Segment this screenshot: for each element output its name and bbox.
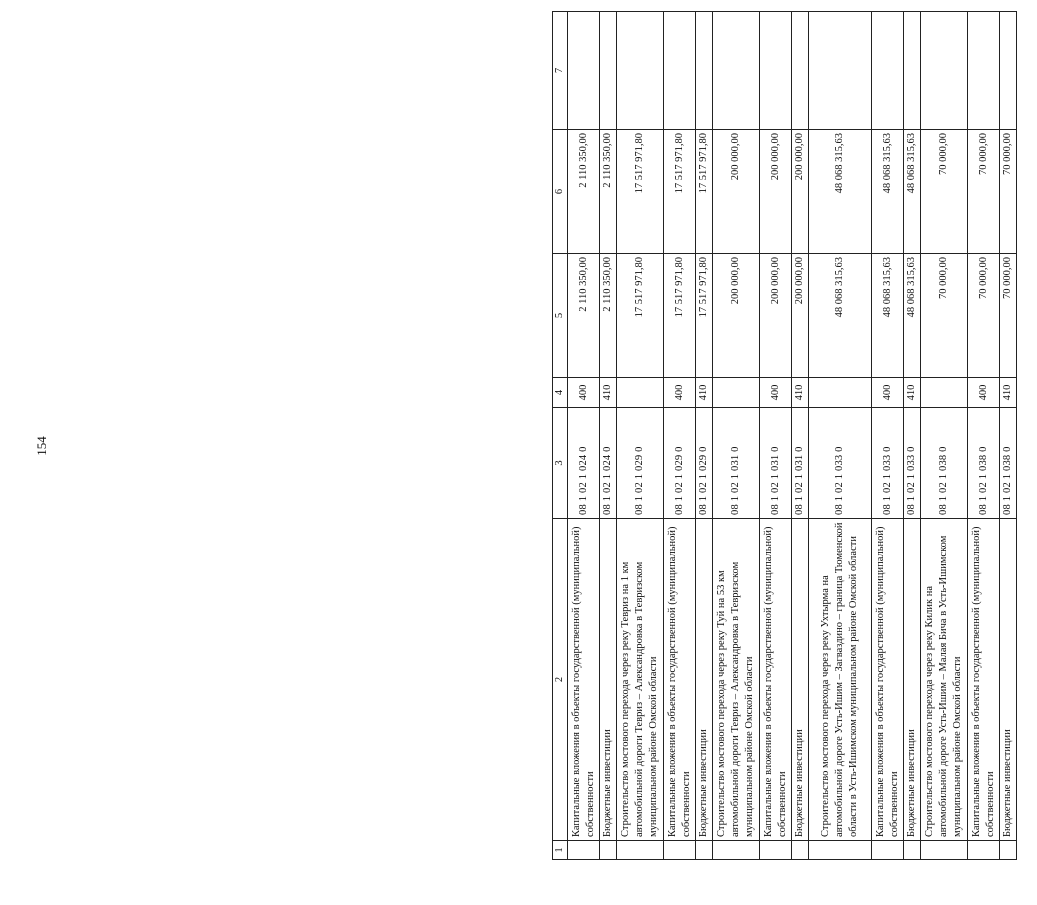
column-number-cell: 6	[553, 130, 568, 254]
target-article-code: 08 1 02 1 038 0	[968, 408, 1000, 519]
empty-cell	[904, 841, 921, 860]
expense-type-code	[713, 378, 760, 408]
table-row	[600, 12, 617, 860]
table-row	[713, 12, 760, 860]
amount-col-6: 200 000,00	[792, 130, 809, 254]
target-article-code: 08 1 02 1 031 0	[760, 408, 792, 519]
amount-col-6: 70 000,00	[968, 130, 1000, 254]
empty-cell	[872, 12, 904, 130]
table-row	[968, 12, 1000, 860]
amount-col-6: 2 110 350,00	[600, 130, 617, 254]
target-article-code: 08 1 02 1 038 0	[921, 408, 968, 519]
empty-cell	[904, 12, 921, 130]
amount-col-5: 70 000,00	[1000, 254, 1017, 378]
amount-col-5: 70 000,00	[968, 254, 1000, 378]
empty-cell	[968, 12, 1000, 130]
amount-col-6: 48 068 315,63	[904, 130, 921, 254]
amount-col-5: 70 000,00	[921, 254, 968, 378]
expense-type-code: 410	[1000, 378, 1017, 408]
expense-type-code: 400	[760, 378, 792, 408]
table-row	[792, 12, 809, 860]
amount-col-6: 70 000,00	[921, 130, 968, 254]
expense-type-code: 410	[696, 378, 713, 408]
table-row	[1000, 12, 1017, 860]
empty-cell	[600, 12, 617, 130]
expense-type-code: 400	[568, 378, 600, 408]
table-row	[664, 12, 696, 860]
target-article-code: 08 1 02 1 024 0	[568, 408, 600, 519]
target-article-code: 08 1 02 1 031 0	[792, 408, 809, 519]
row-name: Капитальные вложения в объекты государственной (муниципальной) собственности	[760, 519, 792, 841]
empty-cell	[872, 841, 904, 860]
amount-col-5: 2 110 350,00	[568, 254, 600, 378]
empty-cell	[568, 12, 600, 130]
empty-cell	[600, 841, 617, 860]
empty-cell	[568, 841, 600, 860]
amount-col-5: 2 110 350,00	[600, 254, 617, 378]
empty-cell	[921, 841, 968, 860]
amount-col-6: 200 000,00	[760, 130, 792, 254]
column-number-cell: 4	[553, 378, 568, 408]
target-article-code: 08 1 02 1 029 0	[617, 408, 664, 519]
column-number-row	[553, 12, 568, 860]
rotated-table-wrapper	[552, 12, 1037, 860]
row-name: Капитальные вложения в объекты государственной (муниципальной) собственности	[568, 519, 600, 841]
page-number: 154	[34, 436, 49, 456]
amount-col-5: 17 517 971,80	[617, 254, 664, 378]
amount-col-5: 200 000,00	[792, 254, 809, 378]
row-name: Строительство мостового перехода через реку Туй на 53 км автомобильной дороги Тевриз – Александровка в Тевризском муниципальном районе Омской области	[713, 519, 760, 841]
row-name: Бюджетные инвестиции	[904, 519, 921, 841]
amount-col-5: 48 068 315,63	[809, 254, 872, 378]
empty-cell	[664, 12, 696, 130]
table-row	[904, 12, 921, 860]
column-number-cell: 2	[553, 519, 568, 841]
row-name: Строительство мостового перехода через реку Килик на автомобильной дороге Усть-Ишим – Малая Бича в Усть-Ишимском муниципальном районе Омской области	[921, 519, 968, 841]
empty-cell	[760, 12, 792, 130]
expense-type-code: 400	[664, 378, 696, 408]
amount-col-5: 17 517 971,80	[696, 254, 713, 378]
row-name: Бюджетные инвестиции	[696, 519, 713, 841]
target-article-code: 08 1 02 1 033 0	[904, 408, 921, 519]
amount-col-5: 48 068 315,63	[904, 254, 921, 378]
empty-cell	[1000, 841, 1017, 860]
row-name: Бюджетные инвестиции	[792, 519, 809, 841]
table-row	[568, 12, 600, 860]
expense-type-code: 410	[600, 378, 617, 408]
empty-cell	[968, 841, 1000, 860]
target-article-code: 08 1 02 1 024 0	[600, 408, 617, 519]
row-name: Строительство мостового перехода через реку Тевриз на 1 км автомобильной дороги Тевриз – Александровка в Тевризском муниципальном районе Омской области	[617, 519, 664, 841]
target-article-code: 08 1 02 1 031 0	[713, 408, 760, 519]
table-row	[760, 12, 792, 860]
target-article-code: 08 1 02 1 029 0	[696, 408, 713, 519]
target-article-code: 08 1 02 1 033 0	[872, 408, 904, 519]
empty-cell	[617, 12, 664, 130]
table-row	[872, 12, 904, 860]
empty-cell	[760, 841, 792, 860]
expense-type-code: 410	[792, 378, 809, 408]
empty-cell	[664, 841, 696, 860]
column-number-cell: 7	[553, 12, 568, 130]
empty-cell	[696, 12, 713, 130]
row-name: Бюджетные инвестиции	[600, 519, 617, 841]
empty-cell	[792, 12, 809, 130]
amount-col-6: 70 000,00	[1000, 130, 1017, 254]
row-name: Капитальные вложения в объекты государственной (муниципальной) собственности	[664, 519, 696, 841]
column-number-cell: 1	[553, 841, 568, 860]
empty-cell	[617, 841, 664, 860]
empty-cell	[713, 841, 760, 860]
row-name: Строительство мостового перехода через реку Ухтырма на автомобильной дороге Усть-Ишим – Загваздино – граница Тюменской области в Усть-Ишимском муниципальном районе Омской области	[809, 519, 872, 841]
budget-table	[552, 11, 1017, 860]
table-row	[809, 12, 872, 860]
amount-col-6: 17 517 971,80	[617, 130, 664, 254]
amount-col-6: 2 110 350,00	[568, 130, 600, 254]
column-number-cell: 5	[553, 254, 568, 378]
row-name: Капитальные вложения в объекты государственной (муниципальной) собственности	[872, 519, 904, 841]
expense-type-code: 410	[904, 378, 921, 408]
empty-cell	[713, 12, 760, 130]
empty-cell	[792, 841, 809, 860]
row-name: Бюджетные инвестиции	[1000, 519, 1017, 841]
empty-cell	[809, 12, 872, 130]
row-name: Капитальные вложения в объекты государственной (муниципальной) собственности	[968, 519, 1000, 841]
empty-cell	[1000, 12, 1017, 130]
table-row	[617, 12, 664, 860]
target-article-code: 08 1 02 1 038 0	[1000, 408, 1017, 519]
amount-col-6: 48 068 315,63	[872, 130, 904, 254]
table-row	[696, 12, 713, 860]
amount-col-5: 200 000,00	[713, 254, 760, 378]
table-row	[921, 12, 968, 860]
amount-col-5: 48 068 315,63	[872, 254, 904, 378]
expense-type-code	[921, 378, 968, 408]
expense-type-code: 400	[872, 378, 904, 408]
expense-type-code	[617, 378, 664, 408]
amount-col-6: 17 517 971,80	[664, 130, 696, 254]
amount-col-6: 48 068 315,63	[809, 130, 872, 254]
empty-cell	[809, 841, 872, 860]
expense-type-code: 400	[968, 378, 1000, 408]
empty-cell	[696, 841, 713, 860]
column-number-cell: 3	[553, 408, 568, 519]
target-article-code: 08 1 02 1 029 0	[664, 408, 696, 519]
target-article-code: 08 1 02 1 033 0	[809, 408, 872, 519]
amount-col-6: 17 517 971,80	[696, 130, 713, 254]
expense-type-code	[809, 378, 872, 408]
empty-cell	[921, 12, 968, 130]
amount-col-5: 17 517 971,80	[664, 254, 696, 378]
amount-col-6: 200 000,00	[713, 130, 760, 254]
amount-col-5: 200 000,00	[760, 254, 792, 378]
